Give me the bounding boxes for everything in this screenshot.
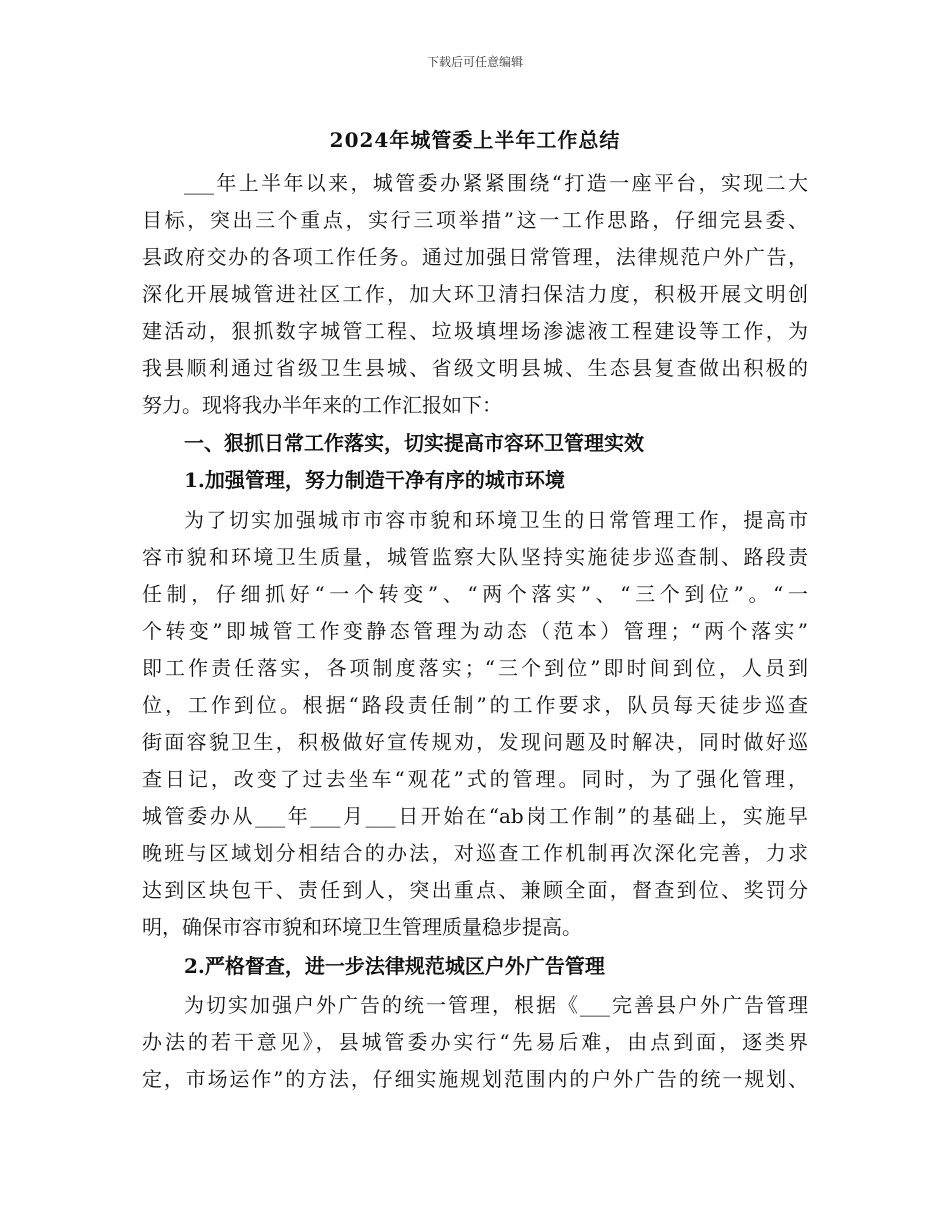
section-heading: 一、狠抓日常工作落实，切实提高市容环卫管理实效 (184, 431, 644, 455)
paragraph-line: 县政府交办的各项工作任务。通过加强日常管理，法律规范户外广告， (142, 245, 808, 269)
paragraph-line: 城管委办从___年___月___日开始在“ab岗工作制”的基础上，实施早 (142, 804, 808, 828)
paragraph-line: 为切实加强户外广告的统一管理，根据《___完善县户外广告管理 (184, 993, 808, 1017)
paragraph-line: ___年上半年以来，城管委办紧紧围绕“打造一座平台，实现二大 (184, 171, 808, 195)
paragraph-line: 明，确保市容市貌和环境卫生管理质量稳步提高。 (142, 915, 582, 939)
paragraph-line: 位，工作到位。根据“路段责任制”的工作要求，队员每天徒步巡查 (142, 693, 808, 717)
paragraph-line: 达到区块包干、责任到人，突出重点、兼顾全面，督查到位、奖罚分 (142, 878, 808, 902)
subsection-heading: 1.加强管理，努力制造干净有序的城市环境 (184, 468, 565, 492)
header-note: 下载后可任意编辑 (426, 55, 523, 69)
document-title: 2024年城管委上半年工作总结 (329, 128, 621, 152)
paragraph-line: 办法的若干意见》，县城管委办实行“先易后难，由点到面，逐类界 (142, 1030, 808, 1054)
paragraph-line: 任制，仔细抓好“一个转变”、“两个落实”、“三个到位”。“一 (142, 582, 808, 606)
paragraph-line: 晚班与区域划分相结合的办法，对巡查工作机制再次深化完善，力求 (142, 841, 808, 865)
paragraph-line: 深化开展城管进社区工作，加大环卫清扫保洁力度，积极开展文明创 (142, 282, 808, 306)
paragraph-line: 街面容貌卫生，积极做好宣传规劝，发现问题及时解决，同时做好巡 (142, 730, 808, 754)
paragraph-line: 查日记，改变了过去坐车“观花”式的管理。同时，为了强化管理， (142, 767, 808, 791)
paragraph-line: 容市貌和环境卫生质量，城管监察大队坚持实施徒步巡查制、路段责 (142, 545, 808, 569)
paragraph-line: 个转变”即城管工作变静态管理为动态（范本）管理；“两个落实” (142, 619, 808, 643)
paragraph-line: 建活动，狠抓数字城管工程、垃圾填埋场渗滤液工程建设等工作，为 (142, 319, 808, 343)
paragraph-line: 定，市场运作”的方法，仔细实施规划范围内的户外广告的统一规划、 (142, 1067, 808, 1091)
paragraph-line: 即工作责任落实，各项制度落实；“三个到位”即时间到位，人员到 (142, 656, 808, 680)
paragraph-line: 我县顺利通过省级卫生县城、省级文明县城、生态县复查做出积极的 (142, 356, 808, 380)
paragraph-line: 为了切实加强城市市容市貌和环境卫生的日常管理工作，提高市 (184, 508, 808, 532)
subsection-heading: 2.严格督查，进一步法律规范城区户外广告管理 (184, 954, 605, 978)
paragraph-line: 目标，突出三个重点，实行三项举措”这一工作思路，仔细完县委、 (142, 208, 808, 232)
paragraph-line: 努力。现将我办半年来的工作汇报如下： (142, 393, 502, 417)
